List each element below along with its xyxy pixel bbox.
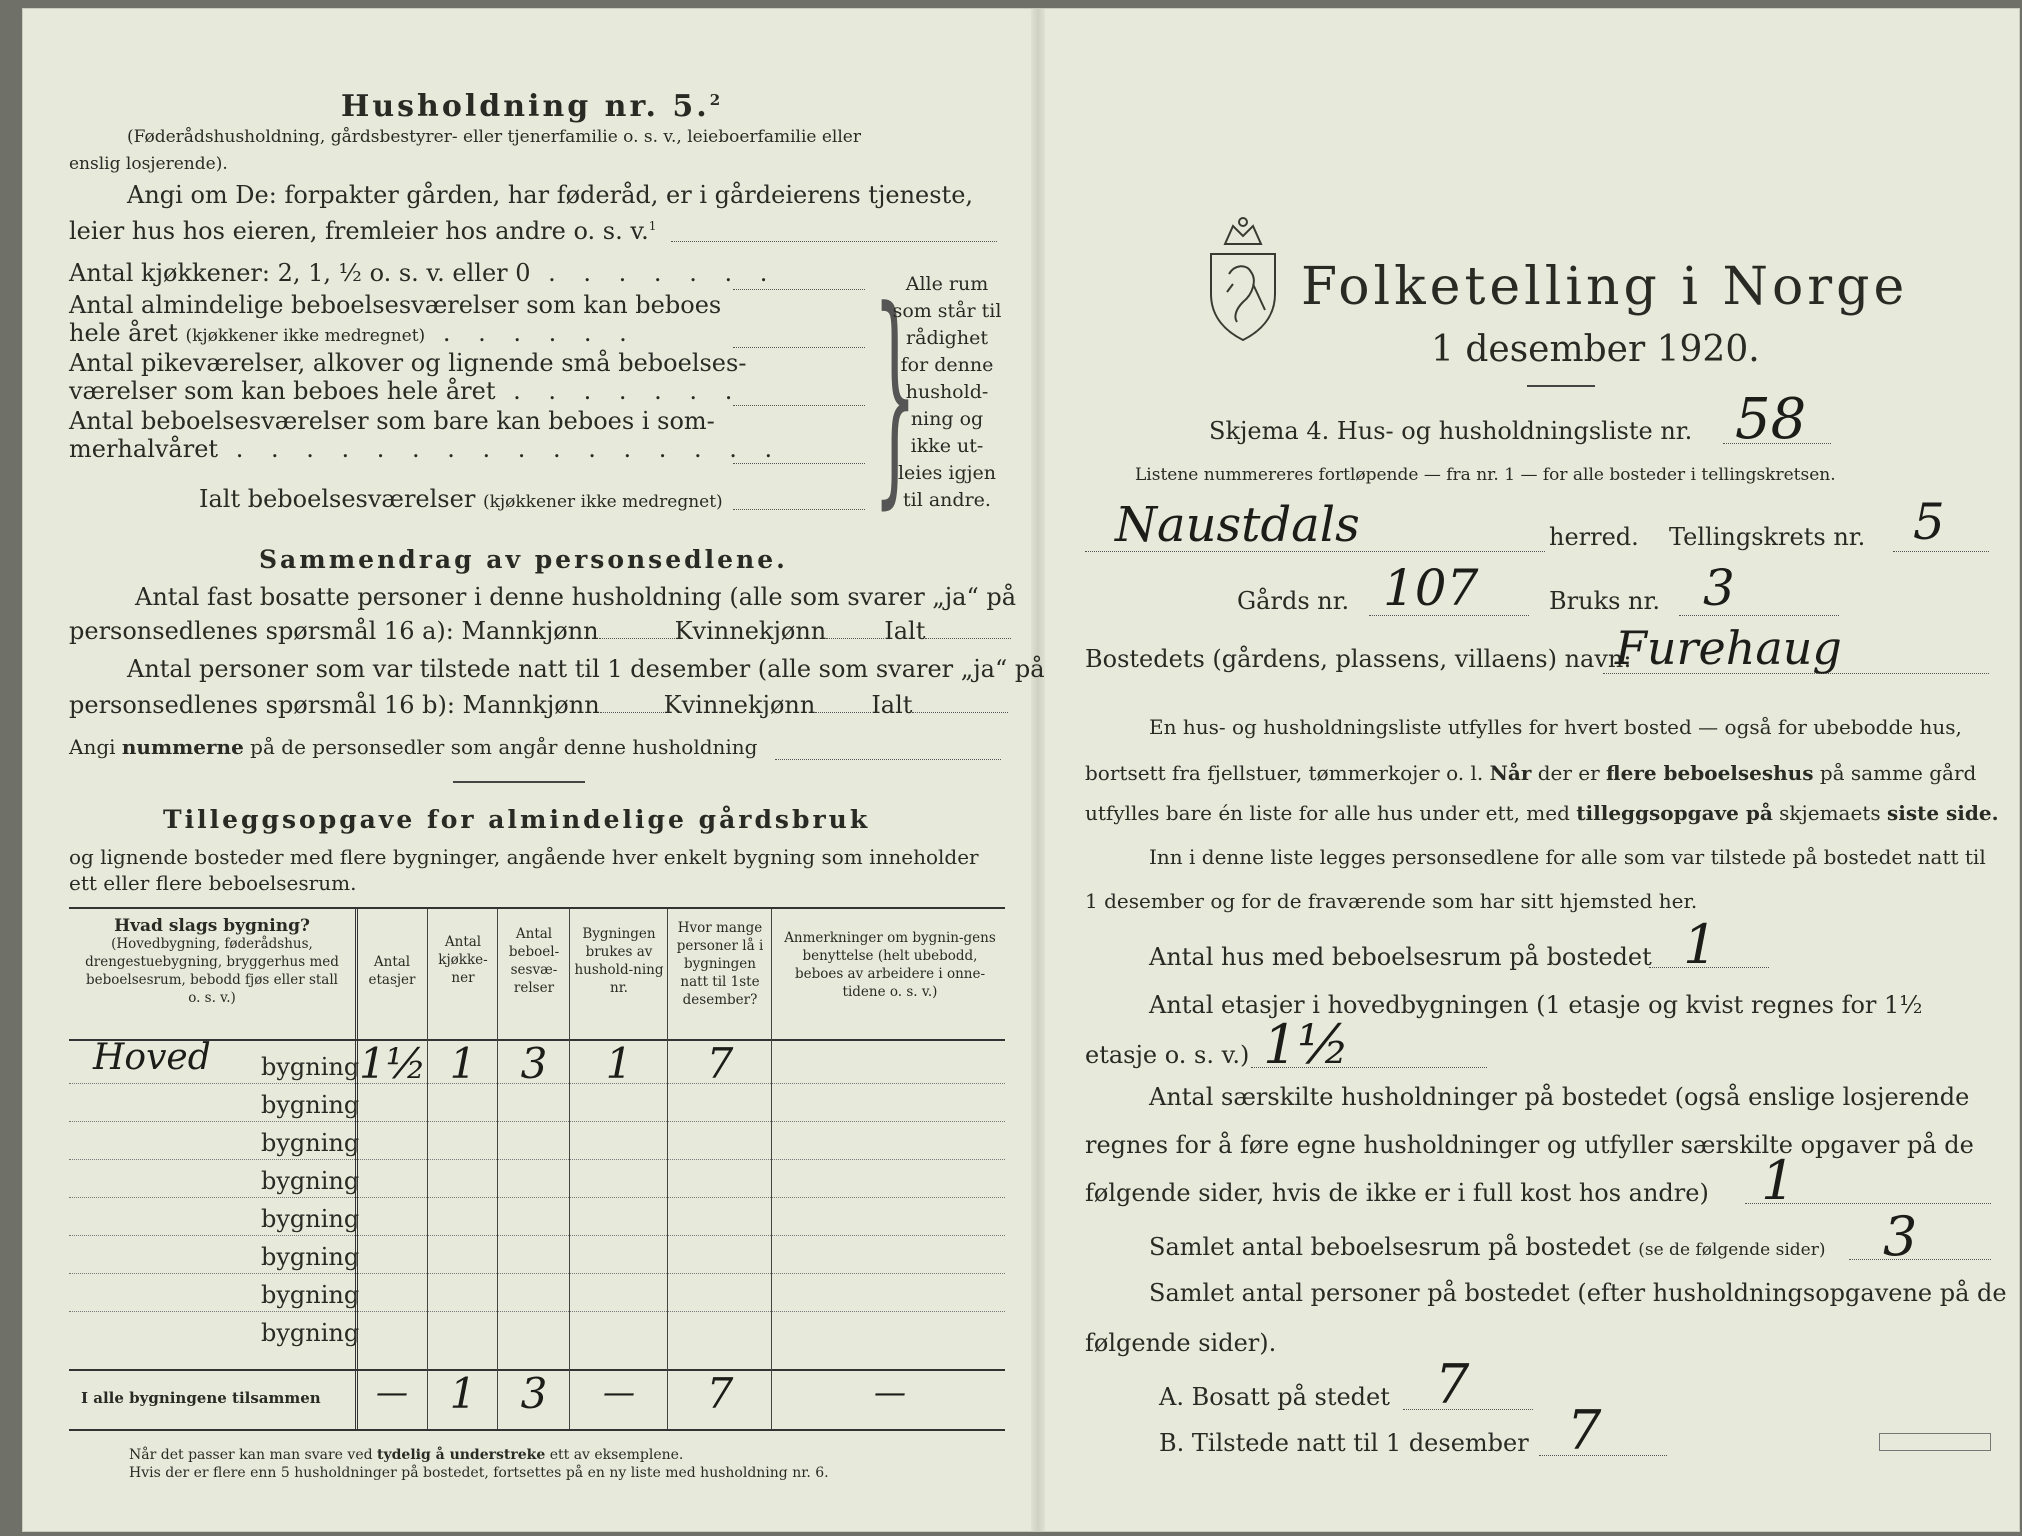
instr-2 — [1085, 761, 1976, 785]
row-rule — [69, 1083, 1005, 1084]
header-etasjer: Antal etasjer — [368, 954, 416, 988]
samm5-rest: på de personsedler som angår denne husholdning — [243, 735, 758, 759]
instr-3 — [1085, 801, 1999, 825]
angi-line-1: Angi om De: forpakter gården, har føderåd, er i gårdeierens tjeneste, — [127, 181, 974, 209]
samm-mann-label-b: personsedlenes spørsmål 16 b): Mannkjønn — [69, 691, 600, 719]
q3-line-1: Antal særskilte husholdninger på bostedet (også enslige losjerende — [1149, 1083, 1970, 1111]
antal-somm-field[interactable] — [733, 463, 865, 464]
side-note-line: ikke ut- — [910, 435, 984, 457]
row-rule — [69, 1159, 1005, 1160]
household-title-sup: 2 — [709, 91, 724, 109]
tellingskrets-value: 5 — [1913, 493, 1945, 551]
angi-answer-line[interactable] — [671, 241, 997, 242]
row-vaerelser: 3 — [520, 1039, 548, 1088]
antal-kjokkener: Antal kjøkkener: 2, 1, ½ o. s. v. eller 0 . . . . . . . — [69, 259, 778, 287]
side-note-line: ning og — [910, 408, 984, 430]
antal-somm-2-text: merhalvåret — [69, 435, 219, 463]
herred-field[interactable] — [1085, 551, 1545, 552]
q4-field[interactable] — [1849, 1259, 1991, 1260]
gards-label: Gårds nr. — [1237, 587, 1350, 615]
tillegg-title: Tilleggsopgave for almindelige gårdsbruk — [163, 805, 871, 834]
antal-alm-2-note: (kjøkkener ikke medregnet) — [185, 326, 426, 346]
instr-2b: Når — [1489, 761, 1532, 785]
samm-kvinne-label: Kvinnekjønn — [674, 617, 827, 645]
side-note — [889, 271, 1005, 514]
household-title — [341, 89, 723, 124]
instr-2e: på samme gård — [1813, 761, 1977, 785]
herred-label: herred. — [1549, 523, 1639, 551]
q4-label — [1149, 1233, 1825, 1261]
row-label: bygning — [261, 1319, 360, 1347]
side-note-line: leies igjen — [897, 462, 997, 484]
form-date: 1 desember 1920. — [1431, 329, 1760, 370]
samm-line-4 — [69, 691, 1008, 719]
qa-field[interactable] — [1403, 1409, 1533, 1410]
ialt-beboelse-text: Ialt beboelsesværelser — [199, 485, 476, 513]
instr-1: En hus- og husholdningsliste utfylles for hvert bosted — også for ubebodde hus, — [1149, 715, 1962, 739]
antal-pike-2-text: værelser som kan beboes hele året — [69, 377, 496, 405]
q3-value: 1 — [1761, 1149, 1796, 1212]
gards-field[interactable] — [1369, 615, 1529, 616]
side-note-line: for denne — [900, 354, 994, 376]
census-form-sheet — [22, 8, 2020, 1532]
row-rule — [69, 1311, 1005, 1312]
q3-line-2: regnes for å føre egne husholdninger og utfyller særskilte opgaver på de — [1085, 1131, 1974, 1159]
footnote-1b: tydelig å understreke — [377, 1447, 546, 1463]
samm5-nummerne: nummerne — [121, 735, 244, 759]
total-husholdning: — — [603, 1373, 635, 1411]
q3-line-3: følgende sider, hvis de ikke er i full kost hos andre) — [1085, 1179, 1709, 1207]
sammendrag-title: Sammendrag av personsedlene. — [259, 545, 788, 574]
samm-mann-label: personsedlenes spørsmål 16 a): Mannkjønn — [69, 617, 599, 645]
samm-line-2 — [69, 617, 1011, 645]
q5-line-2: følgende sider). — [1085, 1329, 1277, 1357]
antal-somm-1: Antal beboelsesværelser som bare kan beboes i som- — [69, 407, 715, 435]
side-note-line: til andre. — [903, 489, 991, 511]
skjema-value: 58 — [1735, 387, 1807, 452]
total-personer: 7 — [706, 1369, 734, 1418]
instr-3a: utfylles bare én liste for alle hus under ett, med — [1085, 801, 1577, 825]
q4-note: (se de følgende sider) — [1638, 1240, 1826, 1260]
tillegg-line-2: ett eller flere beboelsesrum. — [69, 871, 357, 895]
antal-alm-field[interactable] — [733, 347, 865, 348]
instr-2c: der er — [1531, 761, 1607, 785]
header-building-type-title: Hvad slags bygning? — [114, 916, 310, 936]
qa-value: 7 — [1435, 1353, 1470, 1416]
samm-line-3: Antal personer som var tilstede natt til 1 desember (alle som svarer „ja“ på — [127, 655, 1045, 683]
herred-value: Naustdals — [1115, 497, 1360, 553]
row-label: bygning — [261, 1091, 360, 1119]
footnote-1a: Når det passer kan man svare ved — [129, 1447, 378, 1463]
q1-label: Antal hus med beboelsesrum på bostedet — [1149, 943, 1652, 971]
instr-2d: flere beboelseshus — [1606, 761, 1814, 785]
q2-line-2: etasje o. s. v.) — [1085, 1041, 1250, 1069]
table-row[interactable] — [69, 1199, 1005, 1237]
side-note-line: som står til — [892, 300, 1002, 322]
antal-pike-field[interactable] — [733, 405, 865, 406]
instr-3b: tilleggsopgave på — [1576, 801, 1773, 825]
bosted-label: Bostedets (gårdens, plassens, villaens) navn: — [1085, 645, 1632, 673]
bosted-value: Furehaug — [1615, 621, 1842, 675]
printer-stamp — [1879, 1433, 1991, 1451]
q4-value: 3 — [1883, 1205, 1918, 1268]
row-etasjer: 1½ — [359, 1039, 427, 1088]
listene-note: Listene nummereres fortløpende — fra nr. 1 — for alle bosteder i tellingskretsen. — [1135, 465, 1836, 485]
skjema-field[interactable] — [1723, 443, 1831, 444]
household-title-text: Husholdning nr. 5. — [341, 89, 710, 124]
antal-pike-2: værelser som kan beboes hele året . . . . . . . — [69, 377, 743, 405]
qa-label: A. Bosatt på stedet — [1159, 1383, 1390, 1411]
total-label: I alle bygningene tilsammen — [81, 1389, 321, 1407]
qb-value: 7 — [1567, 1399, 1602, 1462]
instr-5: 1 desember og for de fraværende som har sitt hjemsted her. — [1085, 889, 1698, 913]
table-row[interactable] — [69, 1313, 1005, 1351]
antal-kjokkener-text: Antal kjøkkener: 2, 1, ½ o. s. v. eller 0 — [69, 259, 531, 287]
row-kjokkener: 1 — [449, 1039, 477, 1088]
skjema-label: Skjema 4. Hus- og husholdningsliste nr. — [1209, 417, 1693, 445]
title-rule — [1527, 385, 1595, 387]
side-note-line: hushold- — [905, 381, 989, 403]
row-personer: 7 — [706, 1039, 734, 1088]
household-sub-2: enslig losjerende). — [69, 154, 228, 174]
row-label: bygning — [261, 1053, 360, 1081]
header-kjokkener: Antal kjøkke-ner — [438, 934, 488, 986]
row-label: bygning — [261, 1167, 360, 1195]
instr-2a: bortsett fra fjellstuer, tømmerkojer o. l. — [1085, 761, 1490, 785]
footnote-1c: ett av eksemplene. — [545, 1447, 684, 1463]
samm-ialt-label: Ialt — [884, 617, 926, 645]
bruks-value: 3 — [1703, 559, 1735, 617]
table-total-row — [69, 1369, 1005, 1425]
row-label: bygning — [261, 1281, 360, 1309]
coat-of-arms-icon — [1203, 214, 1283, 348]
q2-line-1: Antal etasjer i hovedbygningen (1 etasje og kvist regnes for 1½ — [1149, 991, 1923, 1019]
q4-text: Samlet antal beboelsesrum på bostedet — [1149, 1233, 1631, 1261]
q5-line-1: Samlet antal personer på bostedet (efter husholdningsopgavene på de — [1149, 1279, 2007, 1307]
samm5-angi: Angi — [69, 735, 122, 759]
angi-line-2-sup: 1 — [648, 219, 657, 233]
instr-3c: skjemaets — [1772, 801, 1887, 825]
footnote-1 — [129, 1447, 683, 1463]
table-row[interactable] — [69, 1161, 1005, 1199]
samm-nummerne-field[interactable] — [775, 759, 1001, 760]
tellingskrets-label: Tellingskrets nr. — [1669, 523, 1866, 551]
qb-field[interactable] — [1539, 1455, 1667, 1456]
row-husholdning: 1 — [605, 1039, 633, 1088]
instr-3d: siste side. — [1886, 801, 1999, 825]
side-note-line: Alle rum — [905, 273, 989, 295]
table-row[interactable] — [69, 1275, 1005, 1313]
q2-value: 1½ — [1263, 1013, 1350, 1076]
divider — [453, 781, 585, 783]
angi-line-2-text: leier hus hos eieren, fremleier hos andre o. s. v. — [69, 217, 649, 245]
header-vaerelser: Antal beboel-sesvæ-relser — [508, 926, 560, 996]
ialt-beboelse-note: (kjøkkener ikke medregnet) — [482, 492, 723, 512]
row-rule — [69, 1235, 1005, 1236]
header-husholdning: Bygningen brukes av hushold-ning nr. — [574, 926, 664, 996]
antal-alm-2: hele året (kjøkkener ikke medregnet) . . . . . . — [69, 319, 637, 347]
antal-alm-1: Antal almindelige beboelsesværelser som kan beboes — [69, 291, 722, 319]
bruks-field[interactable] — [1679, 615, 1839, 616]
header-anmerkninger: Anmerkninger om bygnin-gens benyttelse (helt ubebodd, beboes av arbeidere i onne-tidene o. s. v.) — [784, 930, 996, 1000]
form-title: Folketelling i Norge — [1301, 257, 1909, 317]
tellingskrets-field[interactable] — [1893, 551, 1989, 552]
bosted-field[interactable] — [1603, 673, 1989, 674]
household-sub-1: (Føderådshusholdning, gårdsbestyrer- eller tjenerfamilie o. s. v., leieboerfamilie eller — [127, 127, 861, 147]
table-row[interactable] — [69, 1037, 1005, 1088]
total-kjokkener: 1 — [449, 1369, 477, 1418]
row-rule — [69, 1273, 1005, 1274]
table-row[interactable] — [69, 1085, 1005, 1123]
footnote-2: Hvis der er flere enn 5 husholdninger på bostedet, fortsettes på en ny liste med husholdning nr. 6. — [129, 1465, 829, 1481]
header-building-type-desc: (Hovedbygning, føderådshus, drengestuebygning, bryggerhus med beboelsesrum, bebodd fjøs eller stall o. s. v.) — [85, 936, 339, 1006]
brace: } — [873, 262, 917, 529]
samm-line-1: Antal fast bosatte personer i denne husholdning (alle som svarer „ja“ på — [135, 583, 1017, 611]
table-row[interactable] — [69, 1237, 1005, 1275]
row-rule — [69, 1121, 1005, 1122]
antal-pike-1: Antal pikeværelser, alkover og lignende små beboelses- — [69, 349, 747, 377]
row-building-name: Hoved — [93, 1037, 211, 1078]
bruks-label: Bruks nr. — [1549, 587, 1660, 615]
samm-ialt-label-b: Ialt — [871, 691, 913, 719]
q2-field[interactable] — [1251, 1067, 1487, 1068]
ialt-beboelse — [199, 485, 723, 513]
header-personer: Hvor mange personer lå i bygningen natt til 1ste desember? — [676, 920, 764, 1008]
row-label: bygning — [261, 1243, 360, 1271]
antal-alm-2-text: hele året — [69, 319, 178, 347]
antal-somm-2: merhalvåret . . . . . . . . . . . . . . . . — [69, 435, 783, 463]
gards-value: 107 — [1383, 559, 1479, 617]
total-etasjer: — — [376, 1373, 408, 1411]
row-rule — [69, 1197, 1005, 1198]
row-label: bygning — [261, 1205, 360, 1233]
tillegg-line-1: og lignende bosteder med flere bygninger, angående hver enkelt bygning som inneholder — [69, 845, 979, 869]
ialt-beboelse-field[interactable] — [733, 509, 865, 510]
building-table — [69, 907, 1005, 1431]
antal-kjokkener-field[interactable] — [733, 289, 865, 290]
row-label: bygning — [261, 1129, 360, 1157]
q1-field[interactable] — [1649, 967, 1769, 968]
qb-label: B. Tilstede natt til 1 desember — [1159, 1429, 1529, 1457]
header-building-type — [69, 917, 355, 1007]
side-note-line: rådighet — [906, 327, 988, 349]
page-fold — [1031, 9, 1045, 1531]
samm-line-5 — [69, 735, 757, 759]
total-anmerkninger: — — [874, 1373, 906, 1411]
samm-kvinne-label-b: Kvinnekjønn — [663, 691, 816, 719]
q3-field[interactable] — [1745, 1203, 1991, 1204]
total-vaerelser: 3 — [520, 1369, 548, 1418]
table-row[interactable] — [69, 1123, 1005, 1161]
angi-line-2 — [69, 217, 656, 245]
q1-value: 1 — [1683, 913, 1718, 976]
instr-4: Inn i denne liste legges personsedlene for alle som var tilstede på bostedet natt til — [1149, 845, 1986, 869]
